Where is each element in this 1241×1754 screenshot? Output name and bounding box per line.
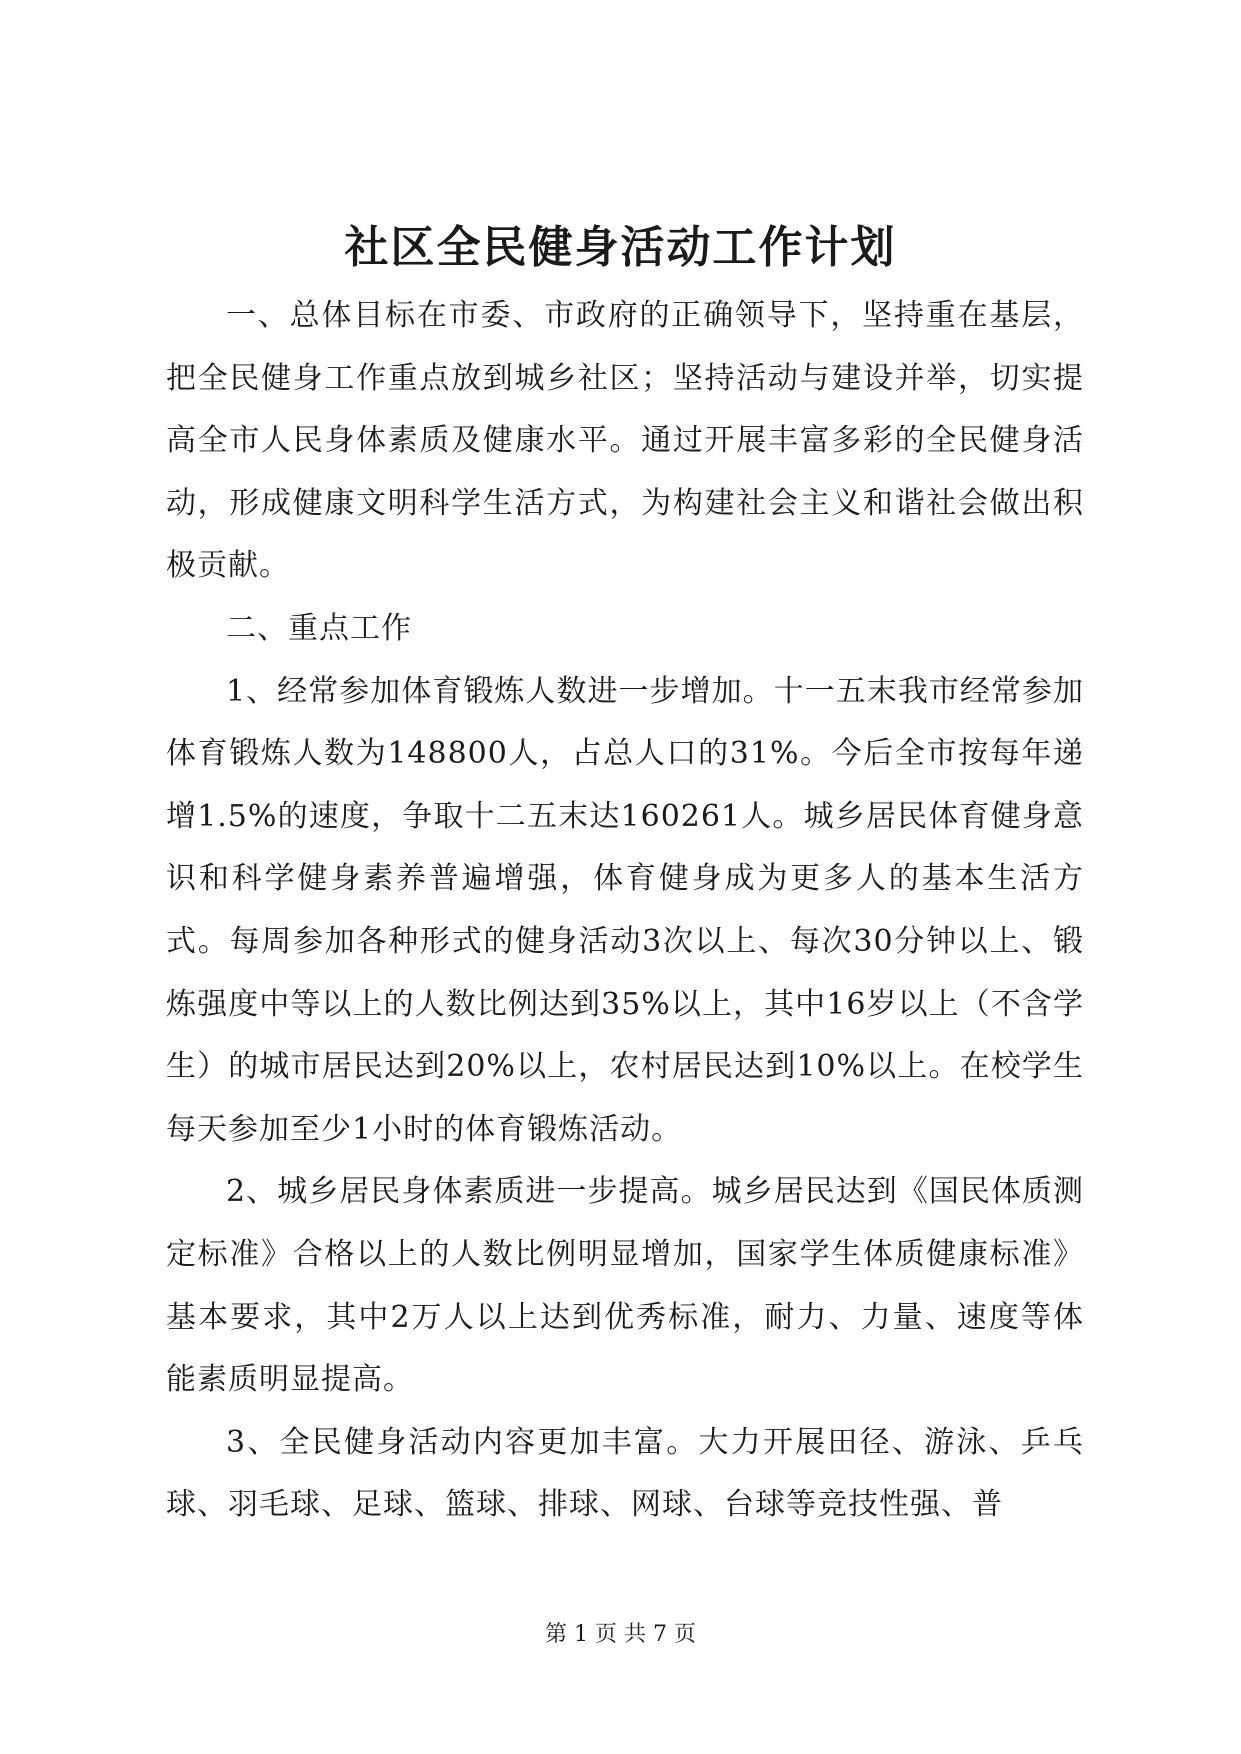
paragraph-overall-goal: 一、总体目标在市委、市政府的正确领导下，坚持重在基层，把全民健身工作重点放到城乡社区；坚持活动与建设并举，切实提高全市人民身体素质及健康水平。通过开展丰富多彩的全民健身活动，形成健康文明科学生活方式，为构建社会主义和谐社会做出积极贡献。 — [166, 298, 1084, 584]
paragraph-key-work-heading: 二、重点工作 — [226, 610, 412, 646]
document-title: 社区全民健身活动工作计划 — [344, 222, 897, 273]
paragraph-item-2: 2、城乡居民身体素质进一步提高。城乡居民达到《国民体质测定标准》合格以上的人数比例明显增加，国家学生体质健康标准》基本要求，其中2万人以上达到优秀标准，耐力、力量、速度等体能素质明显提高。 — [166, 1174, 1084, 1398]
paragraph-item-3: 3、全民健身活动内容更加丰富。大力开展田径、游泳、乒乓球、羽毛球、足球、篮球、排球、网球、台球等竞技性强、普 — [166, 1424, 1084, 1523]
page-footer: 第 1 页 共 7 页 — [545, 1622, 696, 1647]
paragraph-item-1: 1、经常参加体育锻炼人数进一步增加。十一五末我市经常参加体育锻炼人数为148800人，占总人口的31%。今后全市按每年递增1.5%的速度，争取十二五末达160261人。城乡居民体育健身意识和科学健身素养普遍增强，体育健身成为更多人的基本生活方式。每周参加各种形式的健身活动3次以上、每次30分钟以上、锻炼强度中等以上的人数比例达到35%以上，其中16岁以上（不含学生）的城市居民达到20%以上，农村居民达到10%以上。在校学生每天参加至少1小时的体育锻炼活动。 — [166, 673, 1084, 1147]
document-body — [166, 285, 1084, 1537]
